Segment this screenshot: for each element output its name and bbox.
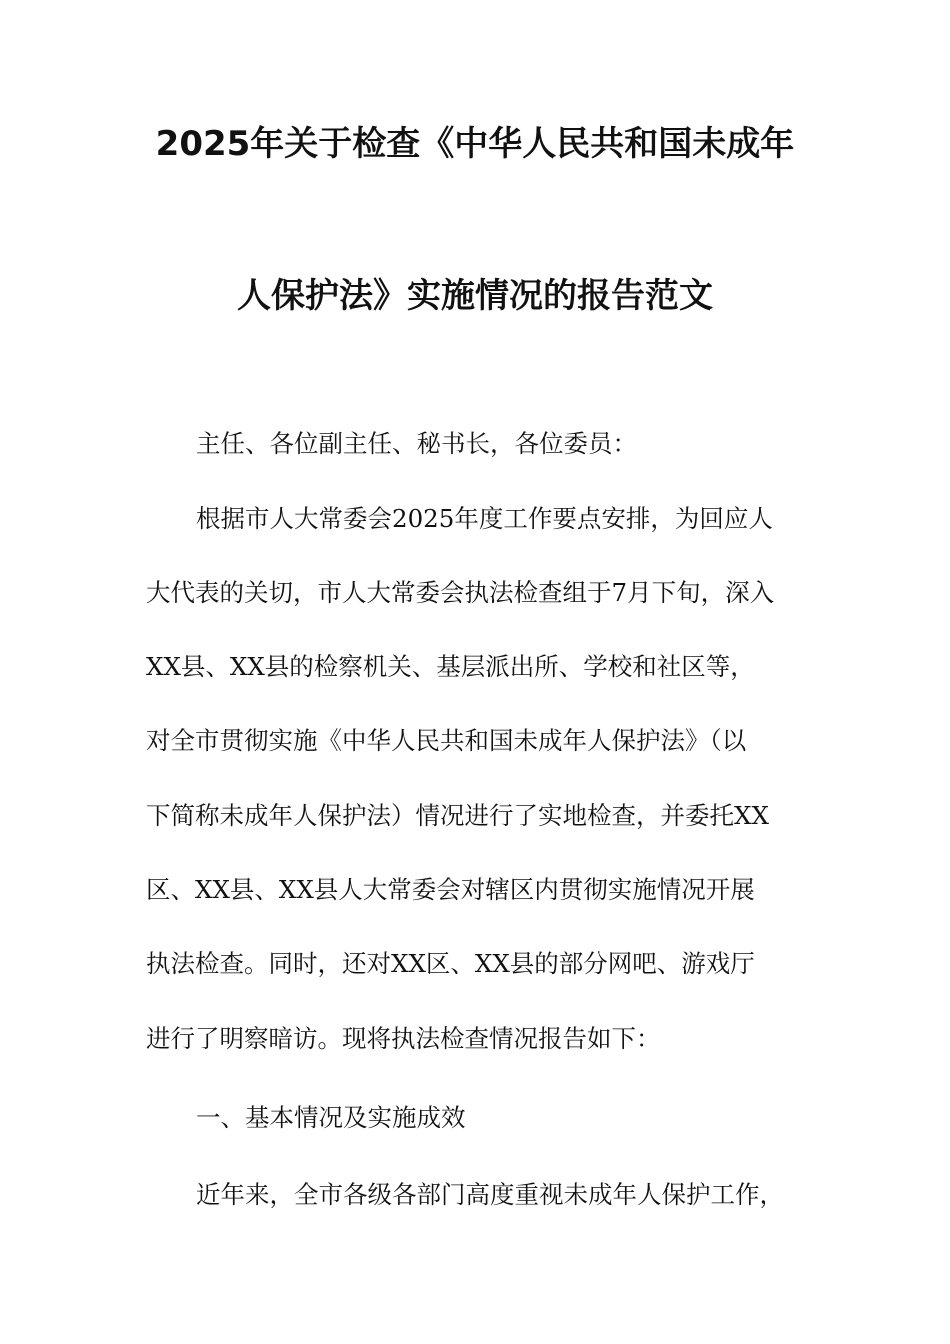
salutation: 主任、各位副主任、秘书长，各位委员：	[196, 429, 637, 458]
section-heading: 一、基本情况及实施成效	[196, 1103, 466, 1132]
paragraph-line: 根据市人大常委会2025年度工作要点安排，为回应人	[196, 504, 773, 533]
paragraph-line: 大代表的关切，市人大常委会执法检查组于7月下旬，深入	[146, 578, 775, 607]
paragraph-line: 下简称未成年人保护法）情况进行了实地检查，并委托XX	[146, 801, 769, 830]
paragraph-line: 区、XX县、XX县人大常委会对辖区内贯彻实施情况开展	[146, 875, 755, 904]
paragraph-line: 进行了明察暗访。现将执法检查情况报告如下：	[146, 1024, 661, 1053]
paragraph-line: 执法检查。同时，还对XX区、XX县的部分网吧、游戏厅	[146, 949, 755, 978]
document-title-line-1: 2025年关于检查《中华人民共和国未成年	[155, 124, 795, 164]
paragraph-line: 近年来，全市各级各部门高度重视未成年人保护工作，	[196, 1180, 784, 1209]
paragraph-line: 对全市贯彻实施《中华人民共和国未成年人保护法》（以	[146, 726, 747, 755]
paragraph-line: XX县、XX县的检察机关、基层派出所、学校和社区等，	[146, 652, 755, 681]
document-title-line-2: 人保护法》实施情况的报告范文	[237, 276, 713, 316]
